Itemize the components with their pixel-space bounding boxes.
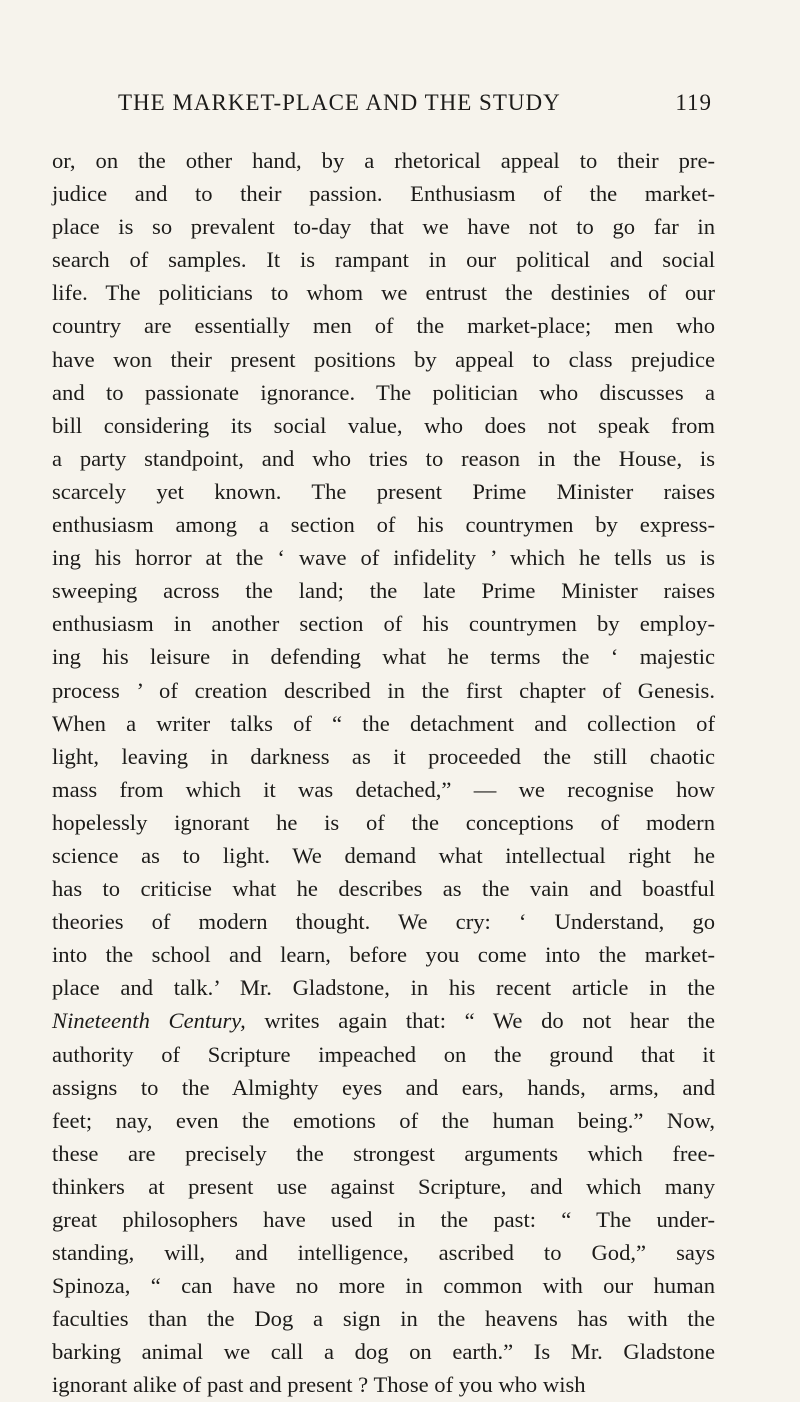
page-number: 119 bbox=[675, 90, 712, 115]
text-line: sweeping across the land; the late Prime Minister raises bbox=[52, 578, 715, 604]
text-line: life. The politicians to whom we entrust the destinies of our bbox=[52, 280, 715, 306]
text-line: feet; nay, even the emotions of the human being.” Now, bbox=[52, 1107, 715, 1133]
text-line: hopelessly ignorant he is of the conceptions of modern bbox=[52, 809, 715, 835]
text-line: authority of Scripture impeached on the ground that it bbox=[52, 1041, 715, 1067]
text-line: these are precisely the strongest arguments which free- bbox=[52, 1140, 715, 1166]
text-line: ignorant alike of past and present ? Those of you who wish bbox=[52, 1372, 586, 1398]
body-text bbox=[52, 144, 715, 1402]
text-line: ing his leisure in defending what he terms the ‘ majestic bbox=[52, 644, 715, 670]
text-line: place and talk.’ Mr. Gladstone, in his recent article in the bbox=[52, 975, 715, 1001]
text-line: enthusiasm among a section of his countrymen by express- bbox=[52, 512, 715, 538]
text-line: place is so prevalent to-day that we have not to go far in bbox=[52, 214, 715, 240]
text-line: Spinoza, “ can have no more in common with our human bbox=[52, 1273, 715, 1299]
text-line: standing, will, and intelligence, ascribed to God,” says bbox=[52, 1240, 715, 1266]
text-line: ing his horror at the ‘ wave of infidelity ’ which he tells us is bbox=[52, 545, 715, 571]
text-line: science as to light. We demand what intellectual right he bbox=[52, 842, 715, 868]
italic-title: Nineteenth Century, bbox=[52, 1008, 246, 1034]
running-head: THE MARKET-PLACE AND THE STUDY bbox=[118, 90, 561, 115]
text-line: judice and to their passion. Enthusiasm of the market- bbox=[52, 181, 715, 207]
text-line: assigns to the Almighty eyes and ears, hands, arms, and bbox=[52, 1074, 715, 1100]
text-line: When a writer talks of “ the detachment and collection of bbox=[52, 710, 715, 736]
text-line: theories of modern thought. We cry: ‘ Understand, go bbox=[52, 909, 715, 935]
text-line: search of samples. It is rampant in our political and social bbox=[52, 247, 715, 273]
text-line: process ’ of creation described in the first chapter of Genesis. bbox=[52, 677, 715, 703]
text-line: thinkers at present use against Scripture, and which many bbox=[52, 1173, 715, 1199]
text-line: into the school and learn, before you come into the market- bbox=[52, 942, 715, 968]
text-line: great philosophers have used in the past: “ The under- bbox=[52, 1207, 715, 1232]
text-line: has to criticise what he describes as the vain and boastful bbox=[52, 876, 715, 902]
text-line: or, on the other hand, by a rhetorical appeal to their pre- bbox=[52, 148, 715, 173]
text-line: light, leaving in darkness as it proceeded the still chaotic bbox=[52, 743, 715, 769]
text-line: enthusiasm in another section of his countrymen by employ- bbox=[52, 611, 715, 637]
text-line: barking animal we call a dog on earth.” Is Mr. Gladstone bbox=[52, 1339, 715, 1365]
text-span: writes again that: “ We do not hear the bbox=[245, 1008, 716, 1034]
text-line: have won their present positions by appeal to class prejudice bbox=[52, 346, 715, 372]
text-line: mass from which it was detached,” — we recognise how bbox=[52, 776, 715, 802]
text-line: scarcely yet known. The present Prime Minister raises bbox=[52, 478, 715, 504]
text-line: faculties than the Dog a sign in the heavens has with the bbox=[52, 1306, 715, 1332]
text-line: and to passionate ignorance. The politician who discusses a bbox=[52, 379, 715, 405]
text-line bbox=[52, 1004, 715, 1037]
text-line: bill considering its social value, who does not speak from bbox=[52, 412, 715, 438]
text-line: a party standpoint, and who tries to reason in the House, is bbox=[52, 445, 715, 471]
page-header bbox=[118, 90, 712, 124]
text-line: country are essentially men of the market-place; men who bbox=[52, 313, 715, 339]
